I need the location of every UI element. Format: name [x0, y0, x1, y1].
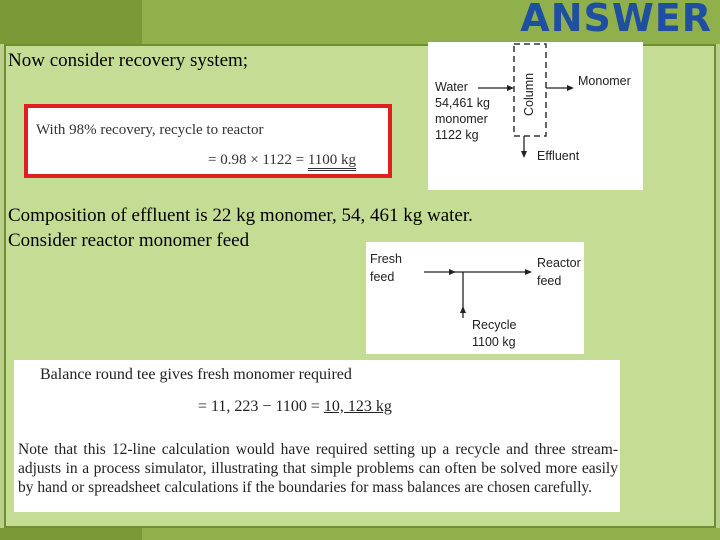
- tee-diagram: [366, 242, 584, 354]
- effluent-text: Composition of effluent is 22 kg monomer, 54, 461 kg water.: [8, 205, 473, 226]
- recycle-label: Recycle: [472, 318, 517, 332]
- recovery-equation-result: 1100 kg: [308, 152, 356, 171]
- monomer-mass: 1122 kg: [435, 128, 479, 142]
- water-label: Water: [435, 80, 468, 94]
- header-accent: [0, 0, 142, 44]
- recovery-calculation-box: [24, 104, 392, 178]
- monomer-out-label: Monomer: [578, 74, 631, 88]
- column-diagram: Water 54,461 kg monomer 1122 kg Column Monomer Effluent: [428, 42, 643, 190]
- fresh-feed-label: Fresh: [370, 252, 402, 266]
- balance-box: [14, 360, 620, 512]
- recovery-equation-prefix: = 0.98 × 1122 =: [208, 152, 305, 168]
- reactor-feed-label-2: feed: [537, 274, 562, 288]
- balance-equation: [198, 398, 392, 416]
- reactor-feed-label: Reactor: [537, 256, 581, 270]
- balance-equation-result: 10, 123 kg: [323, 398, 392, 415]
- balance-line: Balance round tee gives fresh monomer required: [40, 366, 352, 383]
- monomer-label: monomer: [435, 112, 488, 126]
- water-mass: 54,461 kg: [435, 96, 490, 110]
- fresh-feed-label-2: feed: [370, 270, 395, 284]
- effluent-label: Effluent: [537, 149, 580, 163]
- recovery-equation: [208, 152, 356, 169]
- page-title: ANSWER: [520, 0, 712, 40]
- recovery-line: With 98% recovery, recycle to reactor: [36, 122, 264, 138]
- intro-text: Now consider recovery system;: [8, 50, 249, 71]
- recycle-mass: 1100 kg: [472, 335, 516, 349]
- balance-equation-prefix: = 11, 223 − 1100 =: [198, 398, 320, 415]
- footer-bar: [0, 528, 720, 540]
- footer-accent: [0, 528, 142, 540]
- note-paragraph: Note that this 12-line calculation would have required setting up a recycle and three stream-adjusts in a process simulator, illustrating that simple problems can often be solved more easily by hand or spreadsheet calculations if the boundaries for mass balances are chosen carefully.: [18, 441, 618, 496]
- reactor-text: Consider reactor monomer feed: [8, 230, 250, 251]
